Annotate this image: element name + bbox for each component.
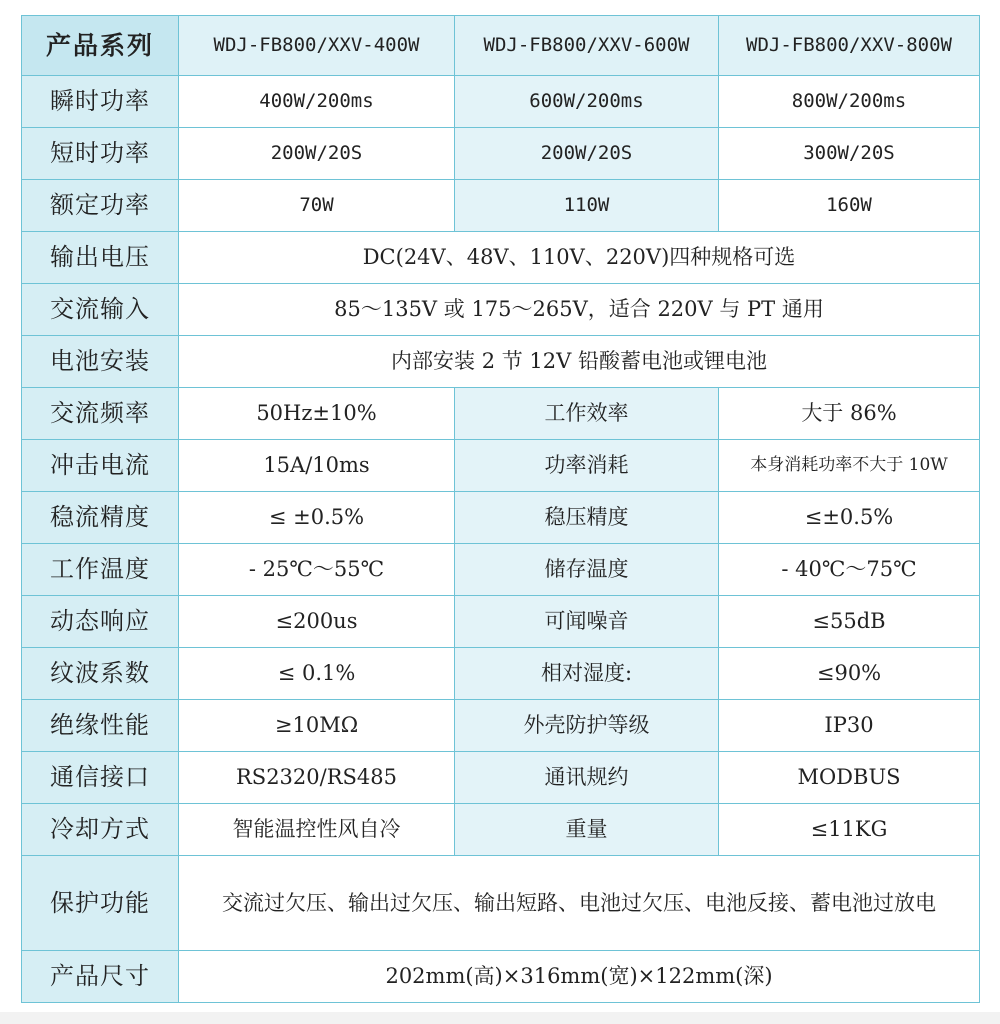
cell-value: 160W: [719, 180, 980, 232]
cell-value: RS2320/RS485: [179, 752, 455, 804]
model-400w: WDJ-FB800/XXV-400W: [179, 16, 455, 76]
table-row: [22, 596, 980, 648]
cell-value: 110W: [455, 180, 719, 232]
cell-value: 400W/200ms: [179, 76, 455, 128]
row-label: 交流频率: [22, 388, 179, 440]
cell-value: 70W: [179, 180, 455, 232]
row-label: 纹波系数: [22, 648, 179, 700]
model-600w: WDJ-FB800/XXV-600W: [455, 16, 719, 76]
table-row: [22, 128, 980, 180]
cell-value-secondary: 本身消耗功率不大于 10W: [719, 440, 980, 492]
cell-value: 85～135V 或 175～265V，适合 220V 与 PT 通用: [179, 284, 980, 336]
cell-value: ≤200us: [179, 596, 455, 648]
cell-value-secondary: ≤55dB: [719, 596, 980, 648]
table-row: [22, 492, 980, 544]
header-label: 产品系列: [22, 16, 179, 76]
table-row: [22, 700, 980, 752]
cell-value: 交流过欠压、输出过欠压、输出短路、电池过欠压、电池反接、蓄电池过放电: [179, 856, 980, 951]
row-label-secondary: 相对湿度:: [455, 648, 719, 700]
row-label: 额定功率: [22, 180, 179, 232]
cell-value: 300W/20S: [719, 128, 980, 180]
cell-value: 202mm(高)×316mm(宽)×122mm(深): [179, 951, 980, 1003]
cell-value: - 25℃～55℃: [179, 544, 455, 596]
cell-value: 内部安装 2 节 12V 铅酸蓄电池或锂电池: [179, 336, 980, 388]
cell-value: DC(24V、48V、110V、220V)四种规格可选: [179, 232, 980, 284]
row-label-secondary: 外壳防护等级: [455, 700, 719, 752]
table-row: [22, 951, 980, 1003]
cell-value: 50Hz±10%: [179, 388, 455, 440]
table-row: [22, 76, 980, 128]
row-label: 稳流精度: [22, 492, 179, 544]
row-label: 交流输入: [22, 284, 179, 336]
row-label-secondary: 通讯规约: [455, 752, 719, 804]
cell-value: 800W/200ms: [719, 76, 980, 128]
header-row: [22, 16, 980, 76]
cell-value-secondary: 大于 86%: [719, 388, 980, 440]
row-label-secondary: 储存温度: [455, 544, 719, 596]
row-label: 通信接口: [22, 752, 179, 804]
table-row: [22, 336, 980, 388]
table-row: [22, 752, 980, 804]
row-label: 工作温度: [22, 544, 179, 596]
cell-value-secondary: IP30: [719, 700, 980, 752]
cell-value: 智能温控性风自冷: [179, 804, 455, 856]
table-row: [22, 648, 980, 700]
cell-value-secondary: MODBUS: [719, 752, 980, 804]
row-label: 绝缘性能: [22, 700, 179, 752]
row-label: 输出电压: [22, 232, 179, 284]
row-label-secondary: 稳压精度: [455, 492, 719, 544]
cell-value: 600W/200ms: [455, 76, 719, 128]
row-label: 短时功率: [22, 128, 179, 180]
model-800w: WDJ-FB800/XXV-800W: [719, 16, 980, 76]
table-row: [22, 180, 980, 232]
table-row: [22, 388, 980, 440]
row-label-secondary: 工作效率: [455, 388, 719, 440]
cell-value: ≤ 0.1%: [179, 648, 455, 700]
table-row: [22, 232, 980, 284]
row-label: 冲击电流: [22, 440, 179, 492]
row-label-secondary: 可闻噪音: [455, 596, 719, 648]
row-label: 瞬时功率: [22, 76, 179, 128]
table-row: [22, 804, 980, 856]
page-bottom-edge: [0, 1012, 1000, 1024]
row-label-secondary: 重量: [455, 804, 719, 856]
row-label: 电池安装: [22, 336, 179, 388]
row-label-secondary: 功率消耗: [455, 440, 719, 492]
cell-value: ≥10MΩ: [179, 700, 455, 752]
cell-value-secondary: ≤90%: [719, 648, 980, 700]
table-row: [22, 544, 980, 596]
row-label: 保护功能: [22, 856, 179, 951]
row-label: 冷却方式: [22, 804, 179, 856]
table-row: [22, 440, 980, 492]
cell-value: 200W/20S: [179, 128, 455, 180]
cell-value-secondary: ≤±0.5%: [719, 492, 980, 544]
cell-value: 15A/10ms: [179, 440, 455, 492]
cell-value: 200W/20S: [455, 128, 719, 180]
spec-table: [21, 15, 980, 1003]
cell-value-secondary: - 40℃～75℃: [719, 544, 980, 596]
cell-value: ≤ ±0.5%: [179, 492, 455, 544]
table-row: [22, 856, 980, 951]
table-row: [22, 284, 980, 336]
cell-value-secondary: ≤11KG: [719, 804, 980, 856]
row-label: 动态响应: [22, 596, 179, 648]
row-label: 产品尺寸: [22, 951, 179, 1003]
